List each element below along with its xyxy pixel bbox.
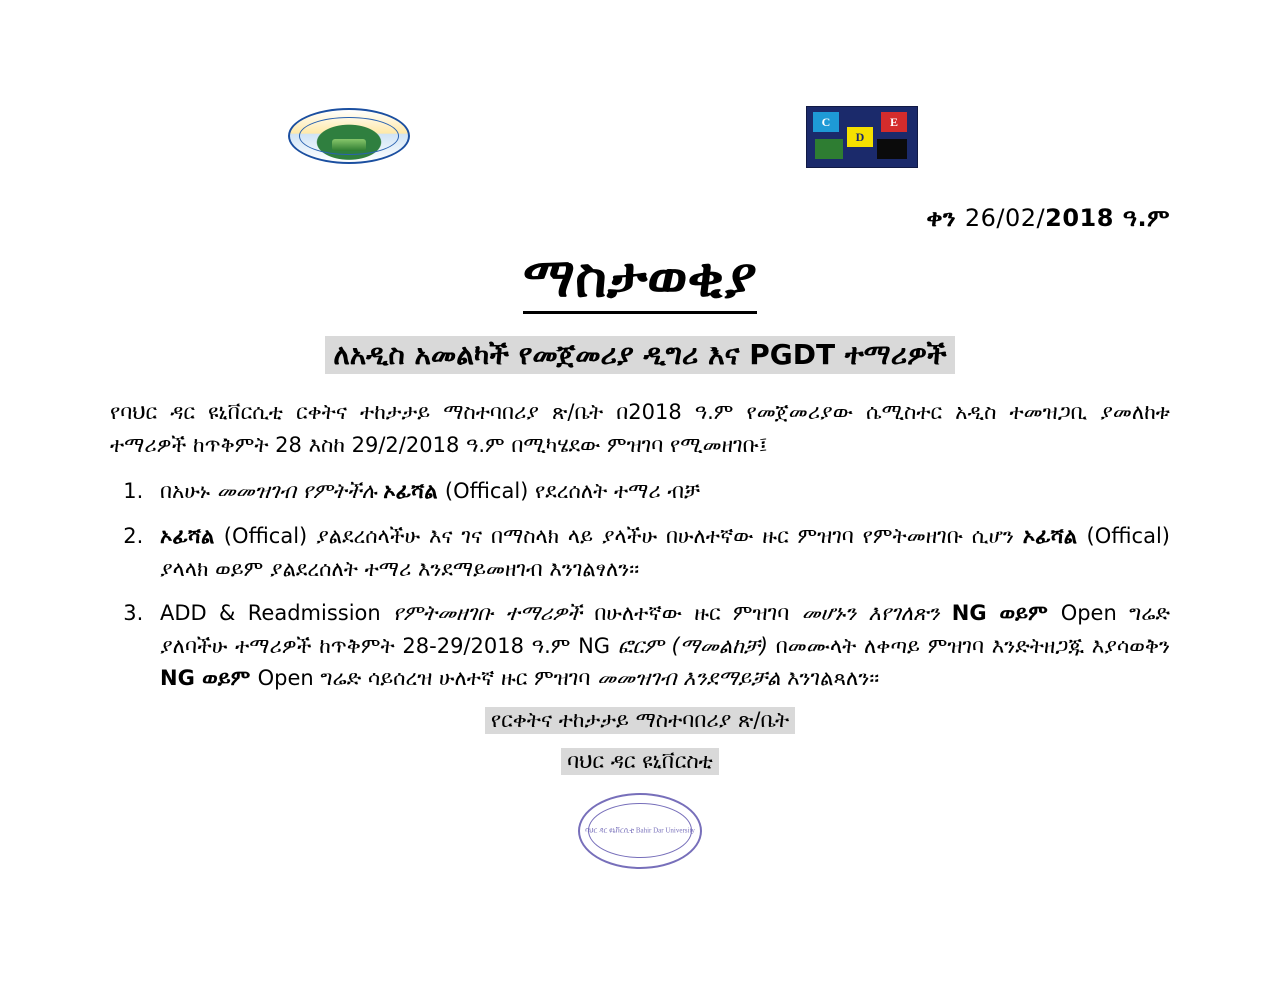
bahir-dar-university-seal-icon: [288, 108, 406, 160]
official-stamp: [0, 793, 1280, 869]
date-prefix: ቀን: [926, 204, 957, 232]
signature-university-text: ባህር ዳር ዩኒቨርስቲ: [561, 748, 719, 775]
cde-letter-c: C: [813, 112, 839, 132]
stamp-text: ባህር ዳር ዩኒቨርሲቲ Bahir Dar University: [585, 826, 695, 835]
page-title-text: ማስታወቂያ: [523, 248, 757, 314]
page-subtitle-text: ለአዲስ አመልካች የመጀመሪያ ዲግሪ እና PGDT ተማሪዎች: [325, 336, 954, 374]
cde-logo-icon: [806, 106, 916, 166]
stamp-graphic: [578, 793, 702, 869]
list-item-content: ኦፊሻል (Offical) ያልደረሰላችሁ እና ገና በማስላክ ላይ ያላችሁ በሁለተኛው ዙር ምዝገባ የምትመዘገቡ ሲሆን ኦፊሻል (Offical) ያላላክ ወይም ያልደረሰለት ተማሪ እንደማይመዘገብ እንገልፃለን፡፡: [160, 524, 1170, 581]
list-item: [150, 520, 1170, 585]
date-year: 2018: [1045, 204, 1114, 232]
date-line: [0, 204, 1280, 232]
cde-letter-e: E: [881, 112, 907, 132]
page-subtitle: [0, 336, 1280, 374]
list-item: [150, 597, 1170, 695]
intro-paragraph: የባህር ዳር ዩኒቨርሲቲ ርቀትና ተከታታይ ማስተባበሪያ ጽ/ቤት በ2018 ዓ.ም የመጀመሪያው ሴሚስተር አዲስ ተመዝጋቢ ያመለከቱ ተማሪዎች ከጥቅምት 28 እስከ 29/2/2018 ዓ.ም በሚካሄደው ምዝገባ የሚመዘገቡ፤: [110, 400, 1170, 457]
list-item-content: ADD & Readmission የምትመዘገቡ ተማሪዎች በሁለተኛው ዙር ምዝገባ መሆኑን እየገለጽን NG ወይም Open ግሬድ ያለባችሁ ተማሪዎች ከጥቅምት 28-29/2018 ዓ.ም NG ፎርም (ማመልከቻ) በመሙላት ለቀጣይ ምዝገባ እንድትዘጋጁ እያሳወቅን NG ወይም Open ግሬድ ሳይሰረዝ ሁለተኛ ዙር ምዝገባ መመዝገብ እንደማይቻል እንገልጻለን፡፡: [160, 601, 1170, 691]
signature-office-text: የርቀትና ተከታታይ ማስተባበሪያ ጽ/ቤት: [485, 707, 795, 734]
cde-letter-d: D: [847, 127, 873, 147]
page-title: [0, 245, 1280, 314]
university-seal-graphic: [288, 108, 410, 164]
cde-block-green: [815, 139, 843, 159]
signature-line-office: [0, 707, 1280, 734]
notice-list: [150, 475, 1170, 694]
list-item: [150, 475, 1170, 508]
date-suffix: ዓ.ም: [1122, 204, 1170, 232]
date-value: 26/02/: [964, 204, 1046, 232]
signature-line-university: [0, 748, 1280, 775]
cde-logo-graphic: [806, 106, 918, 168]
list-item-content: በአሁኑ መመዝገብ የምትችሉ ኦፊሻል (Offical) የደረሰለት ተማሪ ብቻ: [160, 479, 700, 504]
logo-row: [0, 0, 1280, 144]
cde-block-black: [877, 139, 907, 159]
